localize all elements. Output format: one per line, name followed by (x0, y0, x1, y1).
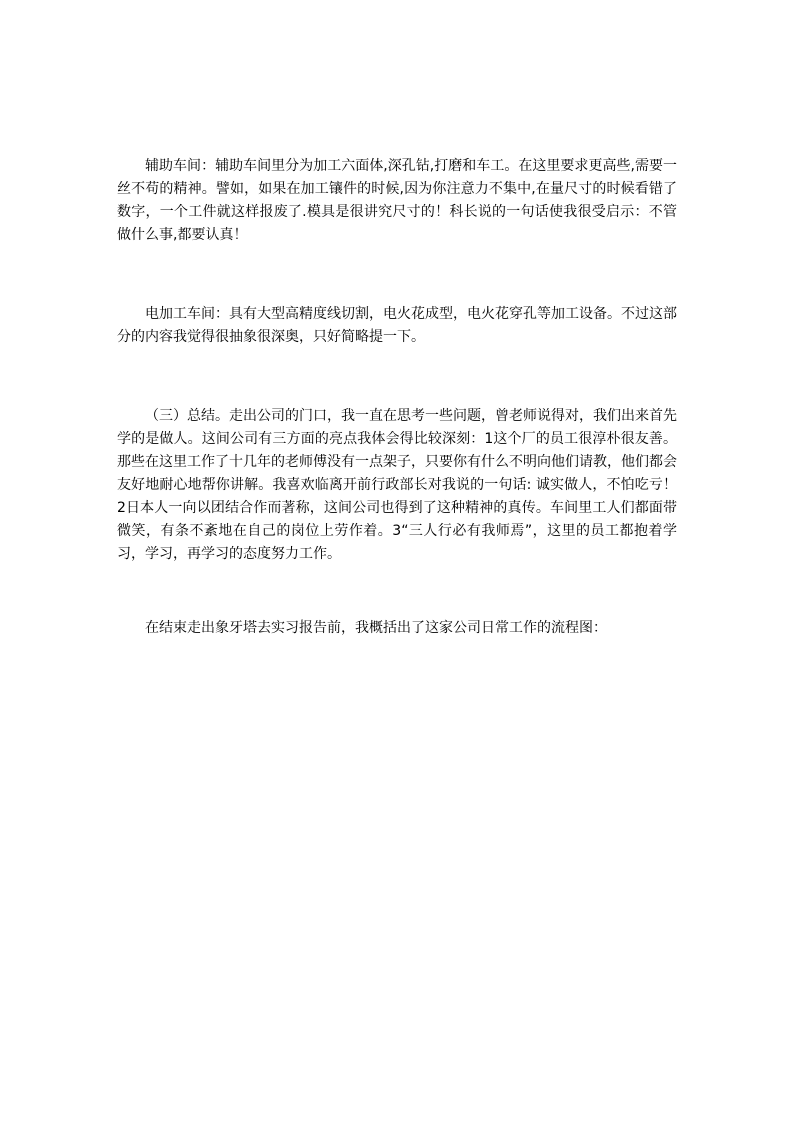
paragraph-electrical-machining-workshop: 电加工车间：具有大型高精度线切割，电火花成型，电火花穿孔等加工设备。不过这部分的内容我觉得很抽象很深奥，只好简略提一下。 (117, 306, 677, 345)
paragraph-summary: （三）总结。走出公司的门口，我一直在思考一些问题，曾老师说得对，我们出来首先学的是做人。这间公司有三方面的亮点我体会得比较深刻：1这个厂的员工很淳朴很友善。那些在这里工作了十几年的老师傅没有一点架子，只要你有什么不明向他们请教，他们都会友好地耐心地帮你讲解。我喜欢临离开前行政部长对我说的一句话: 诚实做人，不怕吃亏！2日本人一向以团结合作而著称，这间公司也得到了这种精神的真传。车间里工人们都面带微笑，有条不紊地在自己的岗位上劳作着。3“三人行必有我师焉”，这里的员工都抱着学习，学习，再学习的态度努力工作。 (117, 408, 677, 562)
paragraph-flowchart-intro: 在结束走出象牙塔去实习报告前，我概括出了这家公司日常工作的流程图： (145, 620, 607, 636)
paragraph-auxiliary-workshop: 辅助车间：辅助车间里分为加工六面体,深孔钻,打磨和车工。在这里要求更高些,需要一丝不苟的精神。譬如，如果在加工镶件的时候,因为你注意力不集中,在量尺寸的时候看错了数字，一个工件就这样报废了.模具是很讲究尺寸的！科长说的一句话使我很受启示：不管做什么事,都要认真！ (117, 158, 677, 243)
